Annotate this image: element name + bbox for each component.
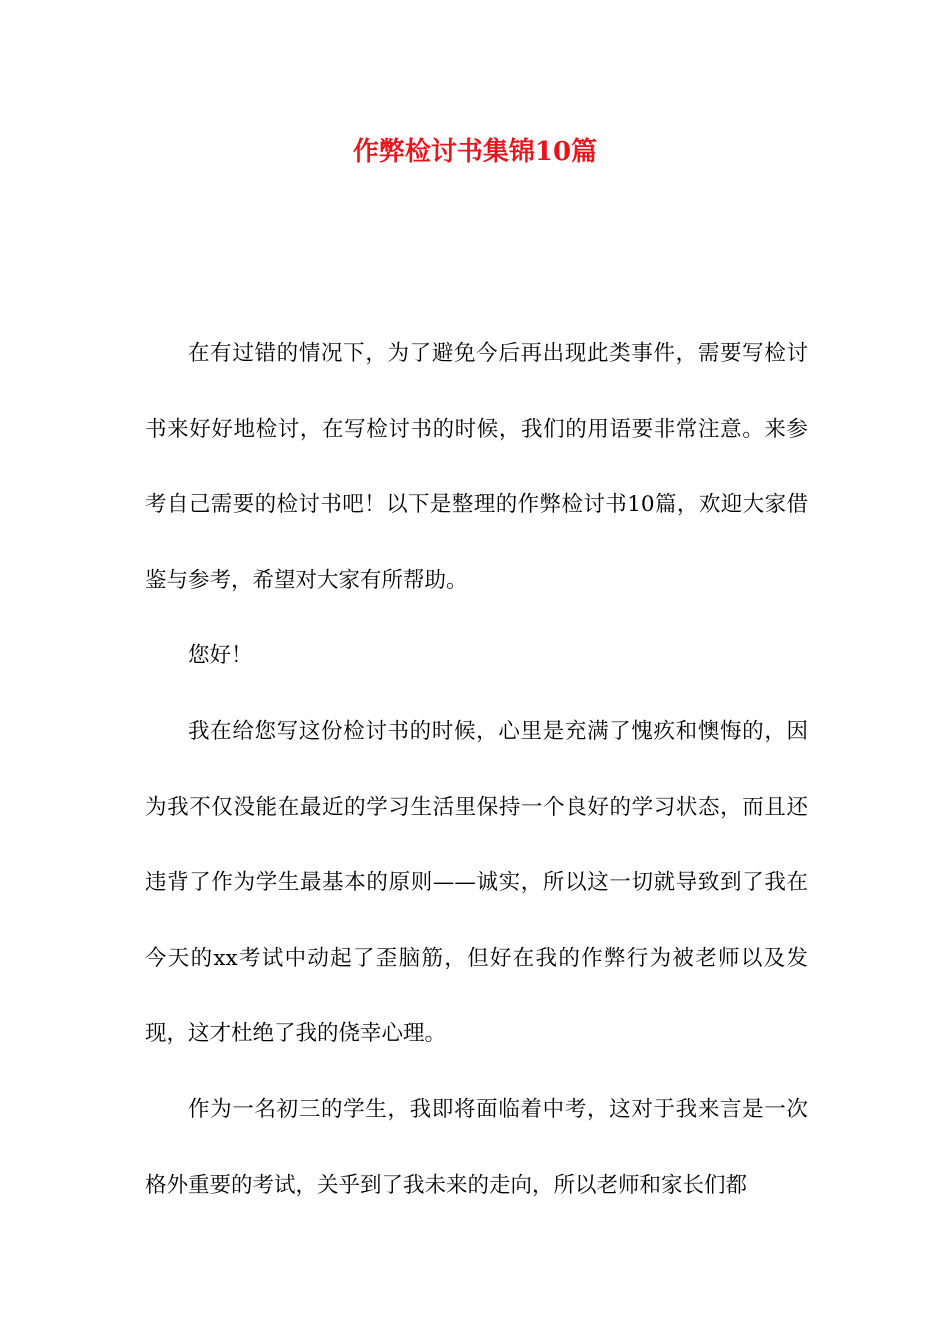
paragraph-context: 作为一名初三的学生，我即将面临着中考，这对于我来言是一次格外重要的考试，关乎到了我未来的走向，所以老师和家长们都 bbox=[145, 1096, 808, 1198]
paragraph-confession: 我在给您写这份检讨书的时候，心里是充满了愧疚和懊悔的，因为我不仅没能在最近的学习生活里保持一个良好的学习状态，而且还违背了作为学生最基本的原则——诚实，所以这一切就导致到了我在今天的xx考试中动起了歪脑筋，但好在我的作弊行为被老师以及发现，这才杜绝了我的侥幸心理。 bbox=[145, 718, 808, 1047]
document-body bbox=[145, 316, 808, 1223]
paragraph-intro: 在有过错的情况下，为了避免今后再出现此类事件，需要写检讨书来好好地检讨，在写检讨书的时候，我们的用语要非常注意。来参考自己需要的检讨书吧！以下是整理的作弊检讨书10篇，欢迎大家借鉴与参考，希望对大家有所帮助。 bbox=[145, 341, 808, 593]
document-title: 作弊检讨书集锦10篇 bbox=[352, 137, 598, 167]
paragraph-greeting: 您好！ bbox=[188, 643, 253, 669]
